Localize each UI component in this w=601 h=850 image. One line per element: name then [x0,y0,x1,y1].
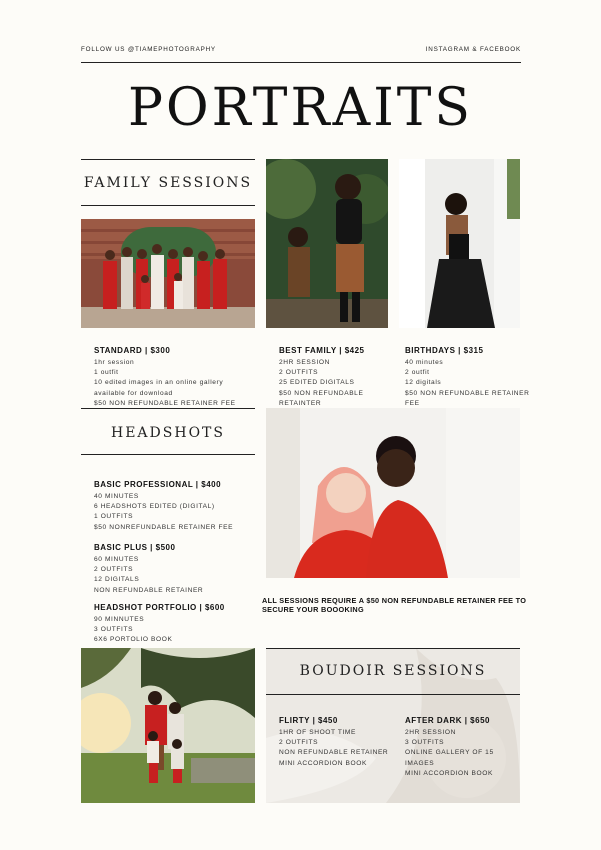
package-title: BIRTHDAYS | $315 [405,346,484,355]
package-title: BEST FAMILY | $425 [279,346,365,355]
package-line: 3 OUTFITS [94,626,134,634]
family-rule-bottom [81,205,255,206]
headshots-rule-bottom [81,454,255,455]
package-line: $50 NONREFUNDABLE RETAINER FEE [94,523,234,531]
birthday-photo [399,159,520,328]
package-title: BASIC PROFESSIONAL | $400 [94,480,222,489]
package-line: 2HR SESSION [405,729,456,736]
package-line: 12 digitals [405,379,442,387]
family-rule-top [81,159,255,160]
package-line: 40 minutes [405,359,444,366]
package-line: 90 MINNUTES [94,616,145,623]
headshots-rule-top [81,408,255,409]
package-line: 60 MINUTES [94,556,139,563]
package-line: NON REFUNDABLE RETAINER [94,586,204,594]
package-standard [94,346,259,409]
package-line: 10 edited images in an online gallery [94,379,224,387]
package-line: 6 HEADSHOTS EDITED (DIGITAL) [94,503,215,511]
package-line: MINI ACCORDION BOOK [279,759,367,767]
package-title: FLIRTY | $450 [279,716,338,725]
package-line: ONLINE GALLERY OF 15 IMAGES [405,749,494,767]
package-line: 2 OUTFITS [279,739,319,747]
social-text: INSTAGRAM & FACEBOOK [425,46,521,53]
package-line: 2 OUTFITS [94,566,134,574]
package-line: 3 OUTFITS [405,739,445,747]
family-group-photo [81,219,255,328]
package-line: 6X6 PORTOLIO BOOK [94,636,173,644]
package-line: $50 NON REFUNDABLE RETAINER FEE [94,399,236,407]
retainer-note: ALL SESSIONS REQUIRE A $50 NON REFUNDABLE RETAINER FEE TO SECURE YOUR BOOOKING [262,596,527,614]
package-headshot-portfolio [94,603,259,646]
package-line: 1 outfit [94,369,119,377]
boudoir-rule-top [266,648,520,649]
package-basic-plus [94,543,259,596]
best-family-photo [266,159,388,328]
package-title: STANDARD | $300 [94,346,171,355]
package-title: AFTER DARK | $650 [405,716,490,725]
package-line: 1hr session [94,359,135,366]
package-best-family [279,346,401,409]
follow-text: FOLLOW US @TIAMEPHOTOGRAPHY [81,46,216,53]
family-heading: FAMILY SESSIONS [83,175,253,191]
package-basic-professional [94,480,259,533]
boudoir-heading: BOUDOIR SESSIONS [299,663,487,679]
package-line: 2 OUTFITS [279,369,319,377]
package-line: NON REFUNDABLE RETAINER [279,749,389,757]
package-line: 25 EDITED DIGITALS [279,379,355,387]
package-flirty [279,716,401,769]
package-line: $50 NON REFUNDABLE RETAINER FEE [405,389,530,407]
outdoor-family-photo [81,648,255,803]
package-after-dark [405,716,523,779]
package-birthdays [405,346,535,409]
package-line: 2 outfit [405,369,430,377]
headshot-couple-photo [266,408,520,578]
headshots-heading: HEADSHOTS [111,425,225,441]
package-title: HEADSHOT PORTFOLIO | $600 [94,603,225,612]
package-line: MINI ACCORDION BOOK [405,769,493,777]
package-line: available for download [94,389,173,397]
header-divider [81,62,521,63]
package-line: 40 MINUTES [94,493,139,500]
package-title: BASIC PLUS | $500 [94,543,176,552]
boudoir-rule-bottom [266,694,520,695]
package-line: 1HR OF SHOOT TIME [279,729,356,736]
package-line: $50 NON REFUNDABLE RETAINTER [279,389,364,407]
page-title: PORTRAITS [127,78,474,138]
package-line: 12 DIGITALS [94,576,140,584]
package-line: 1 OUTFITS [94,513,134,521]
package-line: 2HR SESSION [279,359,330,366]
